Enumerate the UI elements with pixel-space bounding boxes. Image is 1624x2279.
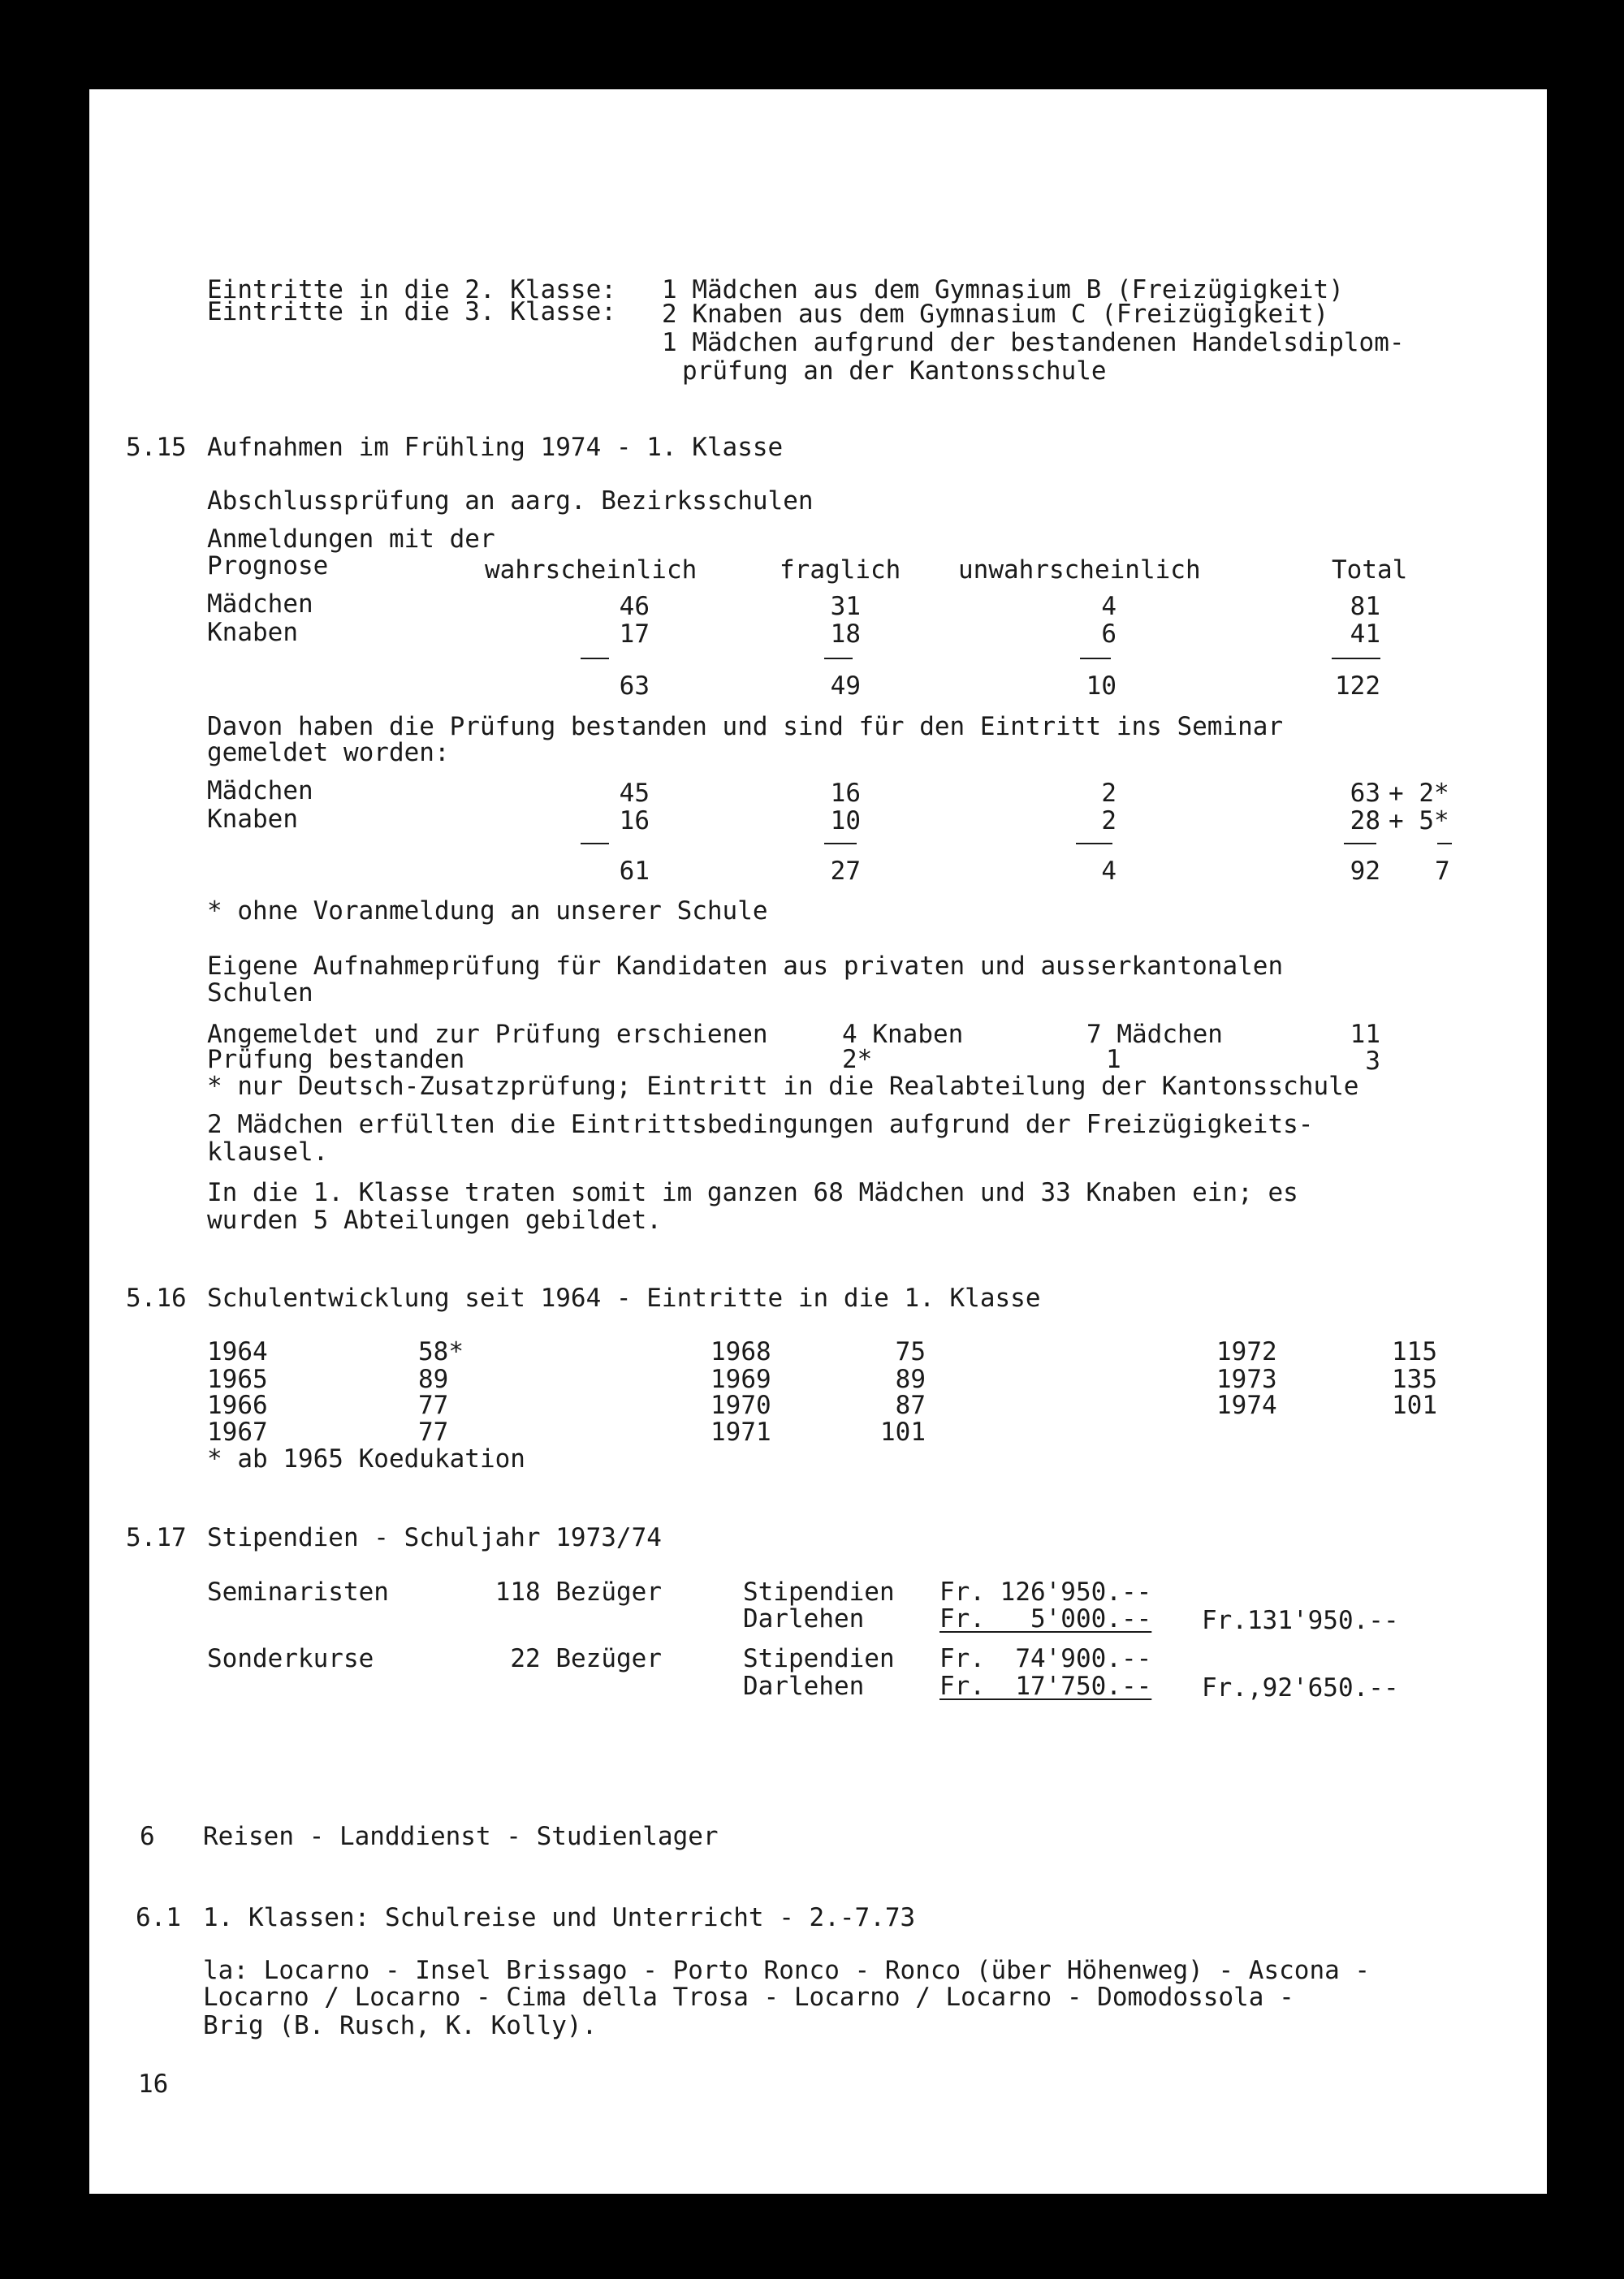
year-value: 77 bbox=[418, 1391, 449, 1420]
girls-text-line2: klausel. bbox=[207, 1137, 329, 1167]
year-label: 1970 bbox=[710, 1391, 771, 1420]
stipend-amount: Fr. 126'950.-- bbox=[939, 1578, 1152, 1607]
table2-cell: 45 bbox=[619, 779, 650, 808]
table2-cell: 2 bbox=[1101, 779, 1116, 808]
table1-cell: 81 bbox=[1350, 592, 1380, 621]
passed-girls: 1 bbox=[1106, 1045, 1121, 1074]
stipend-label: Stipendien bbox=[743, 1578, 895, 1607]
table1-cell: 4 bbox=[1101, 592, 1116, 621]
section-516-number: 5.16 bbox=[126, 1284, 187, 1313]
registered-boys: 4 Knaben bbox=[842, 1020, 964, 1049]
summary-line2: wurden 5 Abteilungen gebildet. bbox=[207, 1206, 662, 1235]
table2-total: 61 bbox=[619, 857, 650, 886]
year-label: 1974 bbox=[1216, 1391, 1277, 1420]
table2-extra-total: 7 bbox=[1435, 857, 1450, 886]
sum-rule bbox=[1080, 658, 1111, 659]
sum-rule bbox=[824, 658, 853, 659]
passed-text-line2: gemeldet worden: bbox=[207, 738, 450, 767]
stipend-total: Fr.,92'650.-- bbox=[1202, 1673, 1399, 1703]
table2-extra: + 2* bbox=[1389, 779, 1449, 808]
table1-cell: 17 bbox=[619, 619, 650, 649]
year-value: 101 bbox=[1392, 1391, 1437, 1420]
section-515-title: Aufnahmen im Frühling 1974 - 1. Klasse bbox=[207, 433, 784, 462]
registered-label: Angemeldet und zur Prüfung erschienen bbox=[207, 1020, 768, 1049]
passed-boys: 2* bbox=[842, 1045, 873, 1074]
document-page bbox=[89, 89, 1547, 2194]
table2-cell: 16 bbox=[830, 779, 861, 808]
table1-total: 10 bbox=[1086, 671, 1116, 701]
table1-cell: 31 bbox=[830, 592, 861, 621]
trip-line2: Locarno / Locarno - Cima della Trosa - Locarno / Locarno - Domodossola - bbox=[203, 1983, 1294, 2012]
footnote-deutsch: * nur Deutsch-Zusatzprüfung; Eintritt in die Realabteilung der Kantonsschule bbox=[207, 1072, 1359, 1101]
year-label: 1967 bbox=[207, 1418, 268, 1447]
table2-cell: 28 bbox=[1350, 806, 1380, 835]
year-label: 1968 bbox=[710, 1337, 771, 1366]
table1-total: 63 bbox=[619, 671, 650, 701]
footnote-voranmeldung: * ohne Voranmeldung an unserer Schule bbox=[207, 896, 768, 926]
sum-rule bbox=[1076, 843, 1112, 844]
intro-text-3rd-class: 2 Knaben aus dem Gymnasium C (Freizügigkeit) bbox=[662, 300, 1329, 329]
column-header-total: Total bbox=[1332, 555, 1408, 585]
column-header-wahrscheinlich: wahrscheinlich bbox=[485, 555, 698, 585]
section-6-title: Reisen - Landdienst - Studienlager bbox=[203, 1822, 719, 1851]
passed-total: 3 bbox=[1365, 1047, 1380, 1076]
registered-total: 11 bbox=[1350, 1020, 1380, 1049]
year-label: 1964 bbox=[207, 1337, 268, 1366]
sum-rule bbox=[1437, 843, 1452, 844]
table1-row-label: Knaben bbox=[207, 618, 298, 647]
loan-label: Darlehen bbox=[743, 1604, 865, 1634]
table2-total: 92 bbox=[1350, 857, 1380, 886]
table2-cell: 63 bbox=[1350, 779, 1380, 808]
stipend-group-name: Seminaristen bbox=[207, 1578, 389, 1607]
section-6-number: 6 bbox=[140, 1822, 155, 1851]
year-value: 89 bbox=[895, 1365, 926, 1394]
sum-rule bbox=[824, 843, 857, 844]
stipend-label: Stipendien bbox=[743, 1644, 895, 1673]
passed-label: Prüfung bestanden bbox=[207, 1045, 465, 1074]
intro-text-handelsdiplom: 1 Mädchen aufgrund der bestandenen Handelsdiplom- bbox=[662, 328, 1405, 357]
table1-cell: 41 bbox=[1350, 619, 1380, 649]
section-516-title: Schulentwicklung seit 1964 - Eintritte in die 1. Klasse bbox=[207, 1284, 1041, 1313]
section-517-title: Stipendien - Schuljahr 1973/74 bbox=[207, 1523, 662, 1552]
table2-cell: 16 bbox=[619, 806, 650, 835]
passed-text-line1: Davon haben die Prüfung bestanden und sind für den Eintritt ins Seminar bbox=[207, 712, 1284, 741]
footnote-koedukation: * ab 1965 Koedukation bbox=[207, 1444, 525, 1474]
sum-rule bbox=[581, 658, 609, 659]
own-exam-line1: Eigene Aufnahmeprüfung für Kandidaten aus privaten und ausserkantonalen bbox=[207, 952, 1284, 981]
year-value: 101 bbox=[880, 1418, 926, 1447]
trip-line1: la: Locarno - Insel Brissago - Porto Ronco - Ronco (über Höhenweg) - Ascona - bbox=[203, 1956, 1371, 1985]
intro-label-3rd-class: Eintritte in die 3. Klasse: bbox=[207, 297, 616, 326]
sum-rule bbox=[1332, 658, 1380, 659]
trip-line3: Brig (B. Rusch, K. Kolly). bbox=[203, 2011, 598, 2040]
year-value: 115 bbox=[1392, 1337, 1437, 1366]
year-label: 1972 bbox=[1216, 1337, 1277, 1366]
year-value: 77 bbox=[418, 1418, 449, 1447]
year-value: 87 bbox=[895, 1391, 926, 1420]
table1-cell: 46 bbox=[619, 592, 650, 621]
year-value: 89 bbox=[418, 1365, 449, 1394]
table2-row-label: Mädchen bbox=[207, 776, 313, 805]
column-header-unwahrscheinlich: unwahrscheinlich bbox=[958, 555, 1201, 585]
table1-cell: 18 bbox=[830, 619, 861, 649]
stipend-group-count: 22 Bezüger bbox=[510, 1644, 662, 1673]
stipend-total: Fr.131'950.-- bbox=[1202, 1606, 1399, 1635]
year-value: 58* bbox=[418, 1337, 464, 1366]
year-value: 135 bbox=[1392, 1365, 1437, 1394]
table2-row-label: Knaben bbox=[207, 805, 298, 834]
table-header-line1: Anmeldungen mit der bbox=[207, 524, 495, 554]
year-label: 1973 bbox=[1216, 1365, 1277, 1394]
year-value: 75 bbox=[895, 1337, 926, 1366]
loan-label: Darlehen bbox=[743, 1672, 865, 1701]
year-label: 1971 bbox=[710, 1418, 771, 1447]
year-label: 1966 bbox=[207, 1391, 268, 1420]
girls-text-line1: 2 Mädchen erfüllten die Eintrittsbedingungen aufgrund der Freizügigkeits- bbox=[207, 1110, 1314, 1139]
page-number: 16 bbox=[138, 2070, 169, 2099]
table1-total: 122 bbox=[1335, 671, 1380, 701]
registered-girls: 7 Mädchen bbox=[1086, 1020, 1223, 1049]
table2-total: 27 bbox=[830, 857, 861, 886]
intro-label-2nd-class: Eintritte in die 2. Klasse: bbox=[207, 275, 616, 304]
section-517-number: 5.17 bbox=[126, 1523, 187, 1552]
table2-extra: + 5* bbox=[1389, 806, 1449, 835]
column-header-fraglich: fraglich bbox=[780, 555, 901, 585]
section-61-number: 6.1 bbox=[136, 1903, 181, 1932]
own-exam-line2: Schulen bbox=[207, 978, 313, 1008]
stipend-group-count: 118 Bezüger bbox=[495, 1578, 662, 1607]
table1-total: 49 bbox=[830, 671, 861, 701]
loan-amount: Fr. 5'000.-- bbox=[939, 1604, 1152, 1634]
stipend-group-name: Sonderkurse bbox=[207, 1644, 374, 1673]
table-header-prognose: Prognose bbox=[207, 551, 329, 581]
section-515-subtitle: Abschlussprüfung an aarg. Bezirksschulen bbox=[207, 486, 814, 516]
table2-cell: 10 bbox=[830, 806, 861, 835]
table2-cell: 2 bbox=[1101, 806, 1116, 835]
stipend-amount: Fr. 74'900.-- bbox=[939, 1644, 1152, 1673]
table2-total: 4 bbox=[1101, 857, 1116, 886]
table1-row-label: Mädchen bbox=[207, 589, 313, 619]
year-label: 1969 bbox=[710, 1365, 771, 1394]
section-515-number: 5.15 bbox=[126, 433, 187, 462]
summary-line1: In die 1. Klasse traten somit im ganzen 68 Mädchen und 33 Knaben ein; es bbox=[207, 1178, 1298, 1207]
section-61-title: 1. Klassen: Schulreise und Unterricht - 2.-7.73 bbox=[203, 1903, 916, 1932]
table1-cell: 6 bbox=[1101, 619, 1116, 649]
year-label: 1965 bbox=[207, 1365, 268, 1394]
sum-rule bbox=[581, 843, 609, 844]
loan-amount: Fr. 17'750.-- bbox=[939, 1672, 1152, 1701]
intro-text-2nd-class: 1 Mädchen aus dem Gymnasium B (Freizügigkeit) bbox=[662, 275, 1344, 304]
intro-text-kantonsschule: prüfung an der Kantonsschule bbox=[682, 356, 1107, 386]
sum-rule bbox=[1344, 843, 1376, 844]
